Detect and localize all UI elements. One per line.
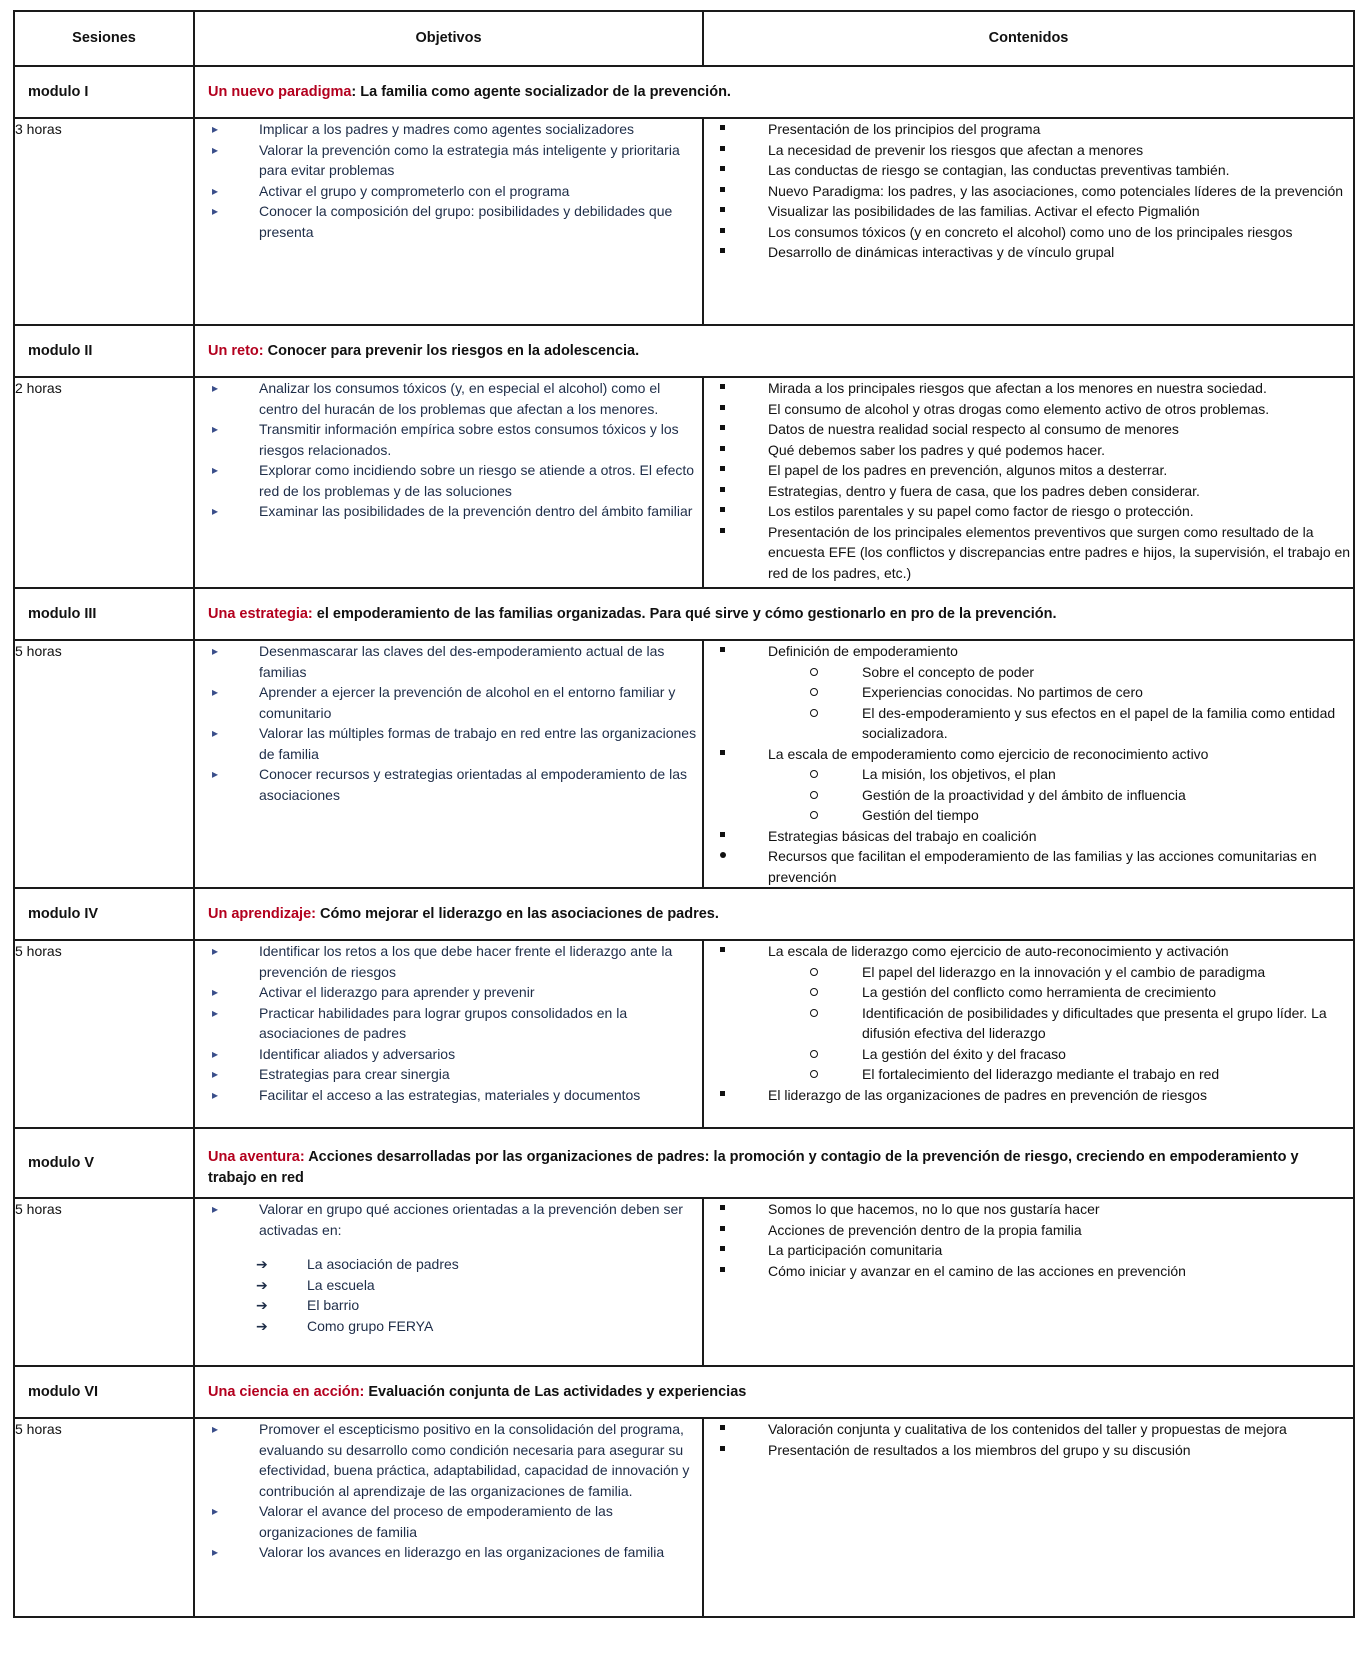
- objective-item: ▸ Facilitar el acceso a las estrategias, materiales y documentos: [195, 1085, 702, 1106]
- objective-target-item: ➔ Como grupo FERYA: [195, 1316, 702, 1337]
- module-body-row: [14, 940, 1354, 1128]
- objectives-cell: [194, 118, 703, 325]
- module-title-highlight: Una ciencia en acción:: [208, 1383, 365, 1400]
- content-subitem: Gestión de la proactividad y del ámbito de influencia: [704, 785, 1353, 806]
- module-title-text: Cómo mejorar el liderazgo en las asociaciones de padres.: [315, 905, 719, 922]
- objective-targets-list: [195, 1254, 702, 1336]
- objective-item: ▸ Conocer la composición del grupo: posibilidades y debilidades que presenta: [195, 201, 702, 242]
- objective-item: ▸ Promover el escepticismo positivo en la consolidación del programa, evaluando su desarrollo como condición necesaria para asegurar su efectividad, buena práctica, adaptabilidad, capacidad de innovación y contribución al aprendizaje de las organizaciones de familia.: [195, 1419, 702, 1501]
- module-body-row: [14, 1418, 1354, 1617]
- contents-cell: [703, 1418, 1354, 1617]
- content-item: Cómo iniciar y avanzar en el camino de las acciones en prevención: [704, 1261, 1353, 1282]
- objectives-cell: [194, 377, 703, 588]
- module-name: modulo V: [14, 1128, 194, 1198]
- content-item: Las conductas de riesgo se contagian, las conductas preventivas también.: [704, 160, 1353, 181]
- module-name: modulo VI: [14, 1366, 194, 1418]
- objective-target-item: ➔ El barrio: [195, 1295, 702, 1316]
- objective-item: ▸ Desenmascarar las claves del des-empoderamiento actual de las familias: [195, 641, 702, 682]
- module-title-row: [14, 1128, 1354, 1198]
- module-body-row: [14, 377, 1354, 588]
- content-sublist: [768, 962, 1353, 1085]
- module-title: [194, 1366, 1354, 1418]
- content-item: [704, 941, 1353, 1085]
- content-subitem: El fortalecimiento del liderazgo mediante el trabajo en red: [704, 1064, 1353, 1085]
- contents-cell: [703, 1198, 1354, 1366]
- objective-item: ▸ Practicar habilidades para lograr grupos consolidados en la asociaciones de padres: [195, 1003, 702, 1044]
- objectives-cell: [194, 1198, 703, 1366]
- contents-cell: [703, 940, 1354, 1128]
- objective-item: ▸ Aprender a ejercer la prevención de alcohol en el entorno familiar y comunitario: [195, 682, 702, 723]
- module-title-text: Evaluación conjunta de Las actividades y experiencias: [364, 1383, 747, 1400]
- module-title-row: [14, 888, 1354, 940]
- content-item: Los estilos parentales y su papel como factor de riesgo o protección.: [704, 501, 1353, 522]
- objective-item: ▸ Valorar la prevención como la estrategia más inteligente y prioritaria para evitar problemas: [195, 140, 702, 181]
- content-subitem: Sobre el concepto de poder: [704, 662, 1353, 683]
- objective-item: ▸ Explorar como incidiendo sobre un riesgo se atiende a otros. El efecto red de los problemas y de las soluciones: [195, 460, 702, 501]
- objectives-cell: [194, 940, 703, 1128]
- objective-item: ▸ Activar el liderazgo para aprender y prevenir: [195, 982, 702, 1003]
- content-item: Presentación de resultados a los miembros del grupo y su discusión: [704, 1440, 1353, 1461]
- objective-item: ▸ Valorar en grupo qué acciones orientadas a la prevención deben ser activadas en:: [195, 1199, 702, 1240]
- module-title-highlight: Una aventura:: [208, 1149, 305, 1165]
- module-title-row: [14, 1366, 1354, 1418]
- content-item: [704, 826, 1353, 847]
- session-hours: 5 horas: [14, 640, 194, 888]
- content-item-text: El liderazgo de las organizaciones de padres en prevención de riesgos: [768, 1086, 1207, 1103]
- objectives-cell: [194, 640, 703, 888]
- module-title: [194, 325, 1354, 377]
- content-item-text: La escala de liderazgo como ejercicio de auto-reconocimiento y activación: [768, 943, 1229, 959]
- objective-item: ▸ Valorar el avance del proceso de empoderamiento de las organizaciones de familia: [195, 1501, 702, 1542]
- content-subitem: El des-empoderamiento y sus efectos en el papel de la familia como entidad socializadora.: [704, 703, 1353, 744]
- content-item: Nuevo Paradigma: los padres, y las asociaciones, como potenciales líderes de la prevención: [704, 181, 1353, 202]
- module-title-highlight: Un nuevo paradigma: [208, 83, 352, 100]
- objective-item: ▸ Valorar las múltiples formas de trabajo en red entre las organizaciones de familia: [195, 723, 702, 764]
- contents-cell: [703, 377, 1354, 588]
- session-hours: 2 horas: [14, 377, 194, 588]
- content-item: Valoración conjunta y cualitativa de los contenidos del taller y propuestas de mejora: [704, 1419, 1353, 1440]
- objective-target-item: ➔ La asociación de padres: [195, 1254, 702, 1275]
- content-item: Acciones de prevención dentro de la propia familia: [704, 1220, 1353, 1241]
- contents-list: [704, 378, 1353, 583]
- content-item: Visualizar las posibilidades de las familias. Activar el efecto Pigmalión: [704, 201, 1353, 222]
- objective-item: ▸ Activar el grupo y comprometerlo con el programa: [195, 181, 702, 202]
- contents-list: [704, 641, 1353, 887]
- objective-item: ▸ Transmitir información empírica sobre estos consumos tóxicos y los riesgos relacionados.: [195, 419, 702, 460]
- contents-list: [704, 941, 1353, 1105]
- content-item: La necesidad de prevenir los riesgos que afectan a menores: [704, 140, 1353, 161]
- objective-item: ▸ Examinar las posibilidades de la prevención dentro del ámbito familiar: [195, 501, 702, 522]
- content-item-text: Estrategias básicas del trabajo en coalición: [768, 827, 1037, 844]
- module-body-row: [14, 118, 1354, 325]
- session-hours: 5 horas: [14, 1198, 194, 1366]
- content-subitem: La misión, los objetivos, el plan: [704, 764, 1353, 785]
- content-item: [704, 744, 1353, 826]
- objective-item: ▸ Identificar los retos a los que debe hacer frente el liderazgo ante la prevención de riesgos: [195, 941, 702, 982]
- module-title-row: [14, 66, 1354, 118]
- content-sublist: [768, 764, 1353, 826]
- objectives-list: [195, 378, 702, 522]
- objectives-list: [195, 941, 702, 1105]
- module-title: [194, 1128, 1354, 1198]
- content-item: Los consumos tóxicos (y en concreto el alcohol) como uno de los principales riesgos: [704, 222, 1353, 243]
- content-item: Somos lo que hacemos, no lo que nos gustaría hacer: [704, 1199, 1353, 1220]
- content-subitem: La gestión del éxito y del fracaso: [704, 1044, 1353, 1065]
- content-item-text: La escala de empoderamiento como ejercicio de reconocimiento activo: [768, 745, 1209, 762]
- objective-item: ▸ Analizar los consumos tóxicos (y, en especial el alcohol) como el centro del huracán de los problemas que afectan a los menores.: [195, 378, 702, 419]
- program-table: [13, 10, 1355, 1618]
- module-title: [194, 588, 1354, 640]
- header-objetivos: Objetivos: [194, 11, 703, 66]
- content-item: [704, 641, 1353, 744]
- header-sesiones: Sesiones: [14, 11, 194, 66]
- contents-cell: [703, 640, 1354, 888]
- module-title-text: : La familia como agente socializador de la prevención.: [351, 83, 731, 100]
- content-item: Qué debemos saber los padres y qué podemos hacer.: [704, 440, 1353, 461]
- module-name: modulo II: [14, 325, 194, 377]
- objective-item: ▸ Conocer recursos y estrategias orientadas al empoderamiento de las asociaciones: [195, 764, 702, 805]
- objectives-list: [195, 641, 702, 805]
- content-item: Desarrollo de dinámicas interactivas y de vínculo grupal: [704, 242, 1353, 263]
- objective-item: ▸ Identificar aliados y adversarios: [195, 1044, 702, 1065]
- objectives-list: [195, 1419, 702, 1563]
- content-item: El papel de los padres en prevención, algunos mitos a desterrar.: [704, 460, 1353, 481]
- contents-list: [704, 1199, 1353, 1281]
- objective-item: ▸ Valorar los avances en liderazgo en las organizaciones de familia: [195, 1542, 702, 1563]
- content-item: La participación comunitaria: [704, 1240, 1353, 1261]
- content-item-text: Definición de empoderamiento: [768, 643, 958, 659]
- module-title-text: Conocer para prevenir los riesgos en la adolescencia.: [263, 342, 640, 359]
- module-title-text: Acciones desarrolladas por las organizaciones de padres: la promoción y contagio de la prevención de riesgo, creciendo en empoderamiento y trabajo en red: [208, 1149, 1299, 1186]
- session-hours: 5 horas: [14, 940, 194, 1128]
- content-item: Presentación de los principales elementos preventivos que surgen como resultado de la encuesta EFE (los conflictos y discrepancias entre padres e hijos, la supervisión, el trabajo en red de los padres, etc.): [704, 522, 1353, 584]
- module-name: modulo IV: [14, 888, 194, 940]
- content-item: Mirada a los principales riesgos que afectan a los menores en nuestra sociedad.: [704, 378, 1353, 399]
- objectives-list: [195, 1199, 702, 1240]
- module-title: [194, 888, 1354, 940]
- objective-item: ▸ Estrategias para crear sinergia: [195, 1064, 702, 1085]
- content-subitem: La gestión del conflicto como herramienta de crecimiento: [704, 982, 1353, 1003]
- content-subitem: El papel del liderazgo en la innovación y el cambio de paradigma: [704, 962, 1353, 983]
- session-hours: 3 horas: [14, 118, 194, 325]
- content-item: El consumo de alcohol y otras drogas como elemento activo de otros problemas.: [704, 399, 1353, 420]
- content-item: Datos de nuestra realidad social respecto al consumo de menores: [704, 419, 1353, 440]
- content-subitem: Gestión del tiempo: [704, 805, 1353, 826]
- contents-list: [704, 1419, 1353, 1460]
- session-hours: 5 horas: [14, 1418, 194, 1617]
- content-item: [704, 1085, 1353, 1106]
- content-item: [704, 846, 1353, 887]
- content-item: Presentación de los principios del programa: [704, 119, 1353, 140]
- content-subitem: Experiencias conocidas. No partimos de cero: [704, 682, 1353, 703]
- module-title: [194, 66, 1354, 118]
- header-contenidos: Contenidos: [703, 11, 1354, 66]
- objective-item: ▸ Implicar a los padres y madres como agentes socializadores: [195, 119, 702, 140]
- module-title-row: [14, 325, 1354, 377]
- objective-target-item: ➔ La escuela: [195, 1275, 702, 1296]
- module-title-text: el empoderamiento de las familias organizadas. Para qué sirve y cómo gestionarlo en pro de la prevención.: [312, 605, 1057, 622]
- content-item: Estrategias, dentro y fuera de casa, que los padres deben considerar.: [704, 481, 1353, 502]
- header-row: [14, 11, 1354, 66]
- content-sublist: [768, 662, 1353, 744]
- content-subitem: Identificación de posibilidades y dificultades que presenta el grupo líder. La difusión efectiva del liderazgo: [704, 1003, 1353, 1044]
- contents-cell: [703, 118, 1354, 325]
- contents-list: [704, 119, 1353, 263]
- content-item-text: Recursos que facilitan el empoderamiento de las familias y las acciones comunitarias en prevención: [768, 848, 1317, 885]
- module-name: modulo III: [14, 588, 194, 640]
- module-title-highlight: Un reto:: [208, 342, 264, 359]
- objectives-list: [195, 119, 702, 242]
- module-body-row: [14, 1198, 1354, 1366]
- module-title-row: [14, 588, 1354, 640]
- module-body-row: [14, 640, 1354, 888]
- module-title-highlight: Un aprendizaje:: [208, 905, 316, 922]
- module-title-highlight: Una estrategia:: [208, 605, 313, 622]
- objectives-cell: [194, 1418, 703, 1617]
- module-name: modulo I: [14, 66, 194, 118]
